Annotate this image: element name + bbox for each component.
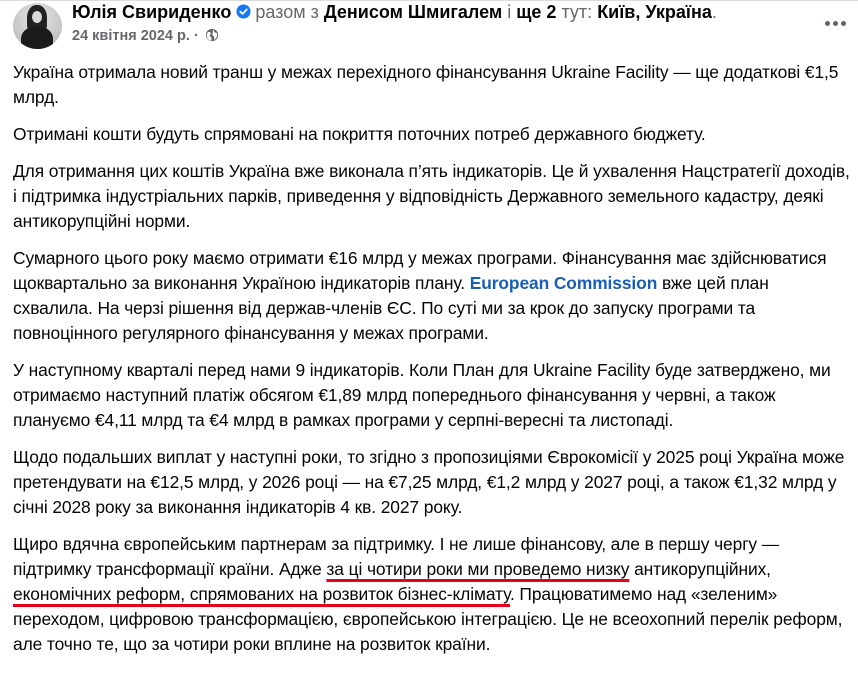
paragraph-6: Щодо подальших виплат у наступні роки, то згідно з пропозиціями Єврокомісії у 2025 році Україна може претендувати на €12,5 млрд, у 2026 році — на €7,25 млрд, €1,2 млрд у 2027 році, а також €1,32 млрд у січні 2028 року за виконання індикаторів 4 кв. 2027 року. [13, 447, 845, 517]
more-options-button[interactable] [818, 14, 852, 32]
author-name-link[interactable]: Юлія Свириденко [72, 2, 232, 22]
more-horizontal-icon [841, 21, 846, 26]
verified-badge-icon [236, 1, 251, 16]
paragraph-7-text-middle: антикорупційних, [629, 559, 771, 579]
more-horizontal-icon [833, 21, 838, 26]
and-text: і [507, 2, 512, 22]
paragraph-7 [13, 532, 853, 657]
meta-separator: · [193, 28, 199, 44]
european-commission-link[interactable]: European Commission [469, 273, 658, 293]
post-body [13, 60, 853, 669]
paragraph-4 [13, 246, 853, 346]
location-link[interactable]: Київ, Україна [597, 2, 712, 22]
paragraph-2: Отримані кошти будуть спрямовані на покриття поточних потреб державного бюджету. [13, 124, 706, 144]
paragraph-4-text-start: Сумарного цього року маємо отримати €16 млрд у межах програми. Фінансування має здійснюватися щоквартально за виконання Україною індикаторів плану. [13, 248, 827, 293]
paragraph-1: Україна отримала новий транш у межах перехідного фінансування Ukraine Facility — ще додаткові €1,5 млрд. [13, 62, 839, 107]
paragraph-7-text-start: Щиро вдячна європейським партнерам за підтримку. І не лише фінансову, але в першу чергу — підтримку трансформації країни. Адже [13, 534, 780, 579]
paragraph-3: Для отримання цих коштів Україна вже виконала п’ять індикаторів. Це й ухвалення Нацстратегії доходів, і підтримка індустріальних парків, приведення у відповідність Державного земельного кадастру, деякі антикорупційні норми. [13, 161, 850, 231]
avatar-face [32, 11, 42, 23]
globe-icon[interactable] [205, 28, 219, 42]
paragraph-5: У наступному кварталі перед нами 9 індикаторів. Коли План для Ukraine Facility буде затверджено, ми отримаємо наступний платіж обсягом €1,89 млрд попереднього фінансування у червні, а також плануємо €4,11 млрд та €4 млрд в рамках програми у серпні-вересні та листопаді. [13, 360, 831, 430]
others-link[interactable]: ще 2 [516, 2, 557, 22]
highlighted-underline-2: економічних реформ, спрямованих на розвиток бізнес-клімату [13, 584, 510, 604]
header-meta-line [72, 26, 219, 46]
location-prefix: тут: [561, 2, 593, 22]
with-text: разом з [255, 2, 319, 22]
post-date-link[interactable]: 24 квітня 2024 р. [72, 28, 190, 44]
post-header [0, 0, 858, 55]
highlighted-underline-1: за ці чотири роки ми проведемо низку [326, 559, 630, 579]
tagged-person-link[interactable]: Денисом Шмигалем [323, 2, 503, 22]
avatar-body [21, 27, 53, 49]
more-horizontal-icon [825, 21, 830, 26]
location-suffix: . [711, 2, 717, 22]
header-title-line [72, 0, 717, 24]
paragraph-4-text-end: вже цей план схвалила. На черзі рішення від держав-членів ЄС. По суті ми за крок до запуску програми та повноцінного регулярного фінансування у межах програми. [13, 273, 769, 343]
paragraph-7-text-end: . Працюватимемо над «зеленим» переходом, цифровою трансформацією, європейською інтеграцією. Це не всеохопний перелік реформ, але точно те, що за чотири роки вплине на розвиток країни. [13, 584, 843, 654]
author-avatar[interactable] [13, 3, 62, 49]
